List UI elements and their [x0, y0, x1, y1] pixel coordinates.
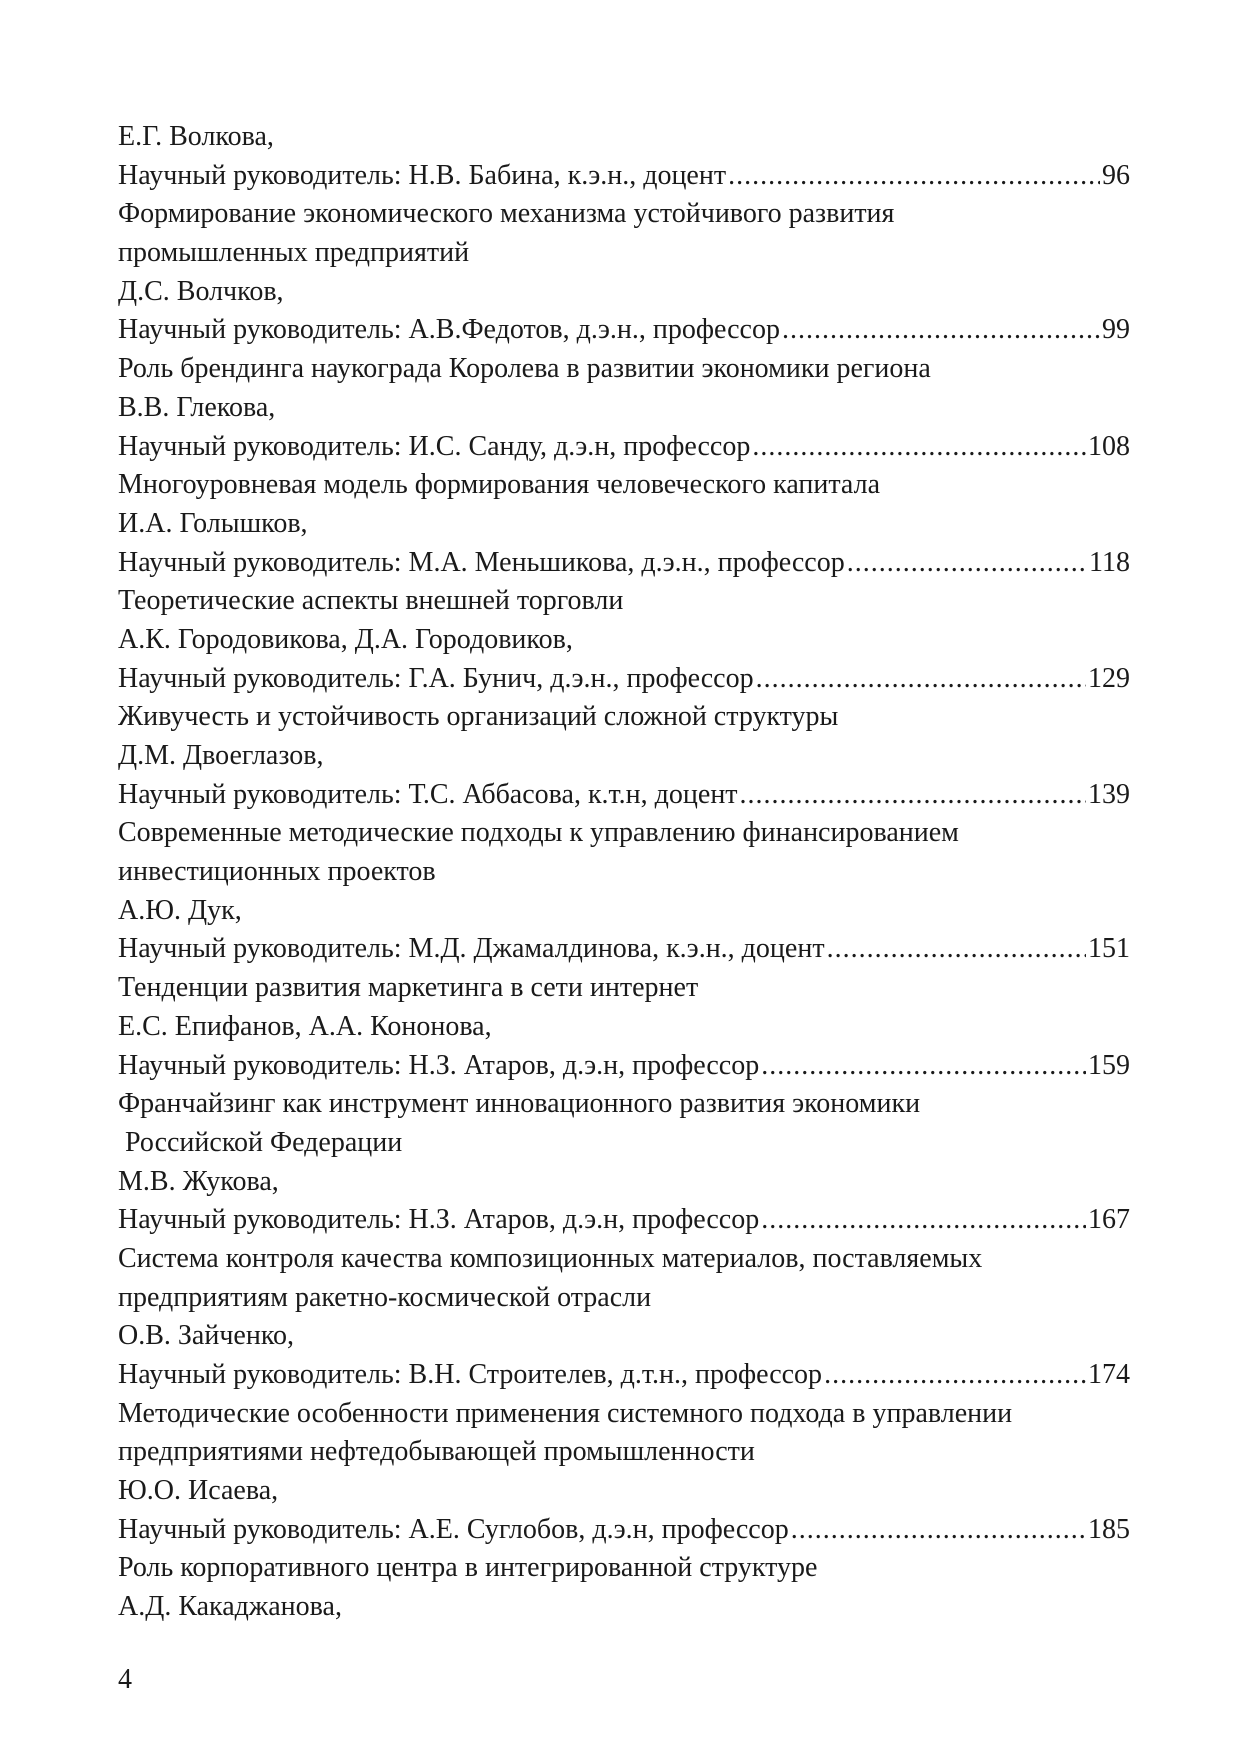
- toc-entry: [118, 544, 1130, 583]
- toc-title: Многоуровневая модель формирования человеческого капитала: [118, 469, 881, 501]
- toc-title: предприятиями нефтедобывающей промышленности: [118, 1436, 755, 1468]
- toc-title: Роль корпоративного центра в интегрированной структуре: [118, 1552, 818, 1584]
- toc-title: Теоретические аспекты внешней торговли: [118, 585, 624, 617]
- toc-author: М.В. Жукова,: [118, 1165, 279, 1197]
- supervisor-text: Научный руководитель: А.Е. Суглобов, д.э.н, профессор: [118, 1513, 789, 1545]
- toc-page-number: 185: [1088, 1513, 1130, 1545]
- supervisor-text: Научный руководитель: И.С. Санду, д.э.н, профессор: [118, 430, 751, 462]
- toc-title: Формирование экономического механизма устойчивого развития: [118, 198, 895, 230]
- dot-leader: [756, 660, 1086, 699]
- supervisor-text: Научный руководитель: Г.А. Бунич, д.э.н., профессор: [118, 662, 754, 694]
- supervisor-text: Научный руководитель: Н.В. Бабина, к.э.н., доцент: [118, 159, 727, 191]
- toc-page-number: 96: [1102, 159, 1130, 191]
- toc-page-number: 139: [1088, 778, 1130, 810]
- toc-title: Современные методические подходы к управлению финансированием: [118, 817, 959, 849]
- toc-page-number: 129: [1088, 662, 1130, 694]
- toc-author: Е.С. Епифанов, А.А. Кононова,: [118, 1010, 492, 1042]
- toc-page-number: 108: [1088, 430, 1130, 462]
- toc-page-number: 167: [1088, 1204, 1130, 1236]
- toc-entry: [118, 930, 1130, 969]
- toc-title: инвестиционных проектов: [118, 856, 436, 888]
- toc-title: Система контроля качества композиционных материалов, поставляемых: [118, 1242, 983, 1274]
- toc-page-number: 151: [1088, 933, 1130, 965]
- toc-entry: [118, 1047, 1130, 1086]
- toc-title: Методические особенности применения системного подхода в управлении: [118, 1397, 1013, 1429]
- supervisor-text: Научный руководитель: Т.С. Аббасова, к.т.н, доцент: [118, 778, 738, 810]
- toc-entry: [118, 157, 1130, 196]
- dot-leader: [728, 157, 1100, 196]
- dot-leader: [782, 311, 1100, 350]
- dot-leader: [827, 930, 1086, 969]
- toc-author: А.Ю. Дук,: [118, 894, 242, 926]
- supervisor-text: Научный руководитель: М.Д. Джамалдинова, к.э.н., доцент: [118, 933, 825, 965]
- toc-title: предприятиям ракетно-космической отрасли: [118, 1281, 652, 1313]
- toc-page-number: 99: [1102, 314, 1130, 346]
- supervisor-text: Научный руководитель: М.А. Меньшикова, д.э.н., профессор: [118, 546, 845, 578]
- dot-leader: [752, 428, 1086, 467]
- toc-title: Российской Федерации: [118, 1126, 403, 1158]
- toc-page-number: 174: [1088, 1359, 1130, 1390]
- toc-title: Франчайзинг как инструмент инновационного развития экономики: [118, 1088, 921, 1120]
- page-number: 4: [118, 1664, 132, 1695]
- supervisor-text: Научный руководитель: В.Н. Строителев, д.т.н., профессор: [118, 1359, 823, 1390]
- table-of-contents: [118, 118, 1130, 1627]
- supervisor-text: Научный руководитель: Н.З. Атаров, д.э.н, профессор: [118, 1204, 760, 1236]
- toc-page-number: 118: [1089, 546, 1130, 578]
- toc-author: Д.С. Волчков,: [118, 275, 284, 307]
- toc-author: В.В. Глекова,: [118, 391, 276, 423]
- toc-title: Роль брендинга наукограда Королева в развитии экономики региона: [118, 353, 931, 385]
- toc-title: промышленных предприятий: [118, 237, 470, 269]
- dot-leader: [761, 1047, 1086, 1086]
- toc-entry: [118, 660, 1130, 699]
- toc-author: А.К. Городовикова, Д.А. Городовиков,: [118, 623, 573, 655]
- toc-page-number: 159: [1088, 1049, 1130, 1081]
- supervisor-text: Научный руководитель: Н.З. Атаров, д.э.н, профессор: [118, 1049, 760, 1081]
- toc-entry: [118, 311, 1130, 350]
- toc-author: А.Д. Какаджанова,: [118, 1591, 342, 1623]
- toc-author: Е.Г. Волкова,: [118, 121, 274, 152]
- dot-leader: [740, 776, 1086, 815]
- toc-author: И.А. Голышков,: [118, 507, 308, 539]
- dot-leader: [847, 544, 1087, 583]
- toc-title: Живучесть и устойчивость организаций сложной структуры: [118, 701, 839, 733]
- toc-entry: [118, 776, 1130, 815]
- toc-author: Д.М. Двоеглазов,: [118, 740, 324, 771]
- toc-entry: [118, 1511, 1130, 1550]
- dot-leader: [824, 1356, 1086, 1395]
- dot-leader: [791, 1511, 1086, 1550]
- toc-entry: [118, 428, 1130, 467]
- dot-leader: [761, 1201, 1086, 1240]
- toc-entry: [118, 1356, 1130, 1395]
- toc-author: Ю.О. Исаева,: [118, 1475, 279, 1507]
- toc-title: Тенденции развития маркетинга в сети интернет: [118, 972, 699, 1004]
- toc-entry: [118, 1201, 1130, 1240]
- toc-author: О.В. Зайченко,: [118, 1320, 295, 1352]
- supervisor-text: Научный руководитель: А.В.Федотов, д.э.н., профессор: [118, 314, 780, 346]
